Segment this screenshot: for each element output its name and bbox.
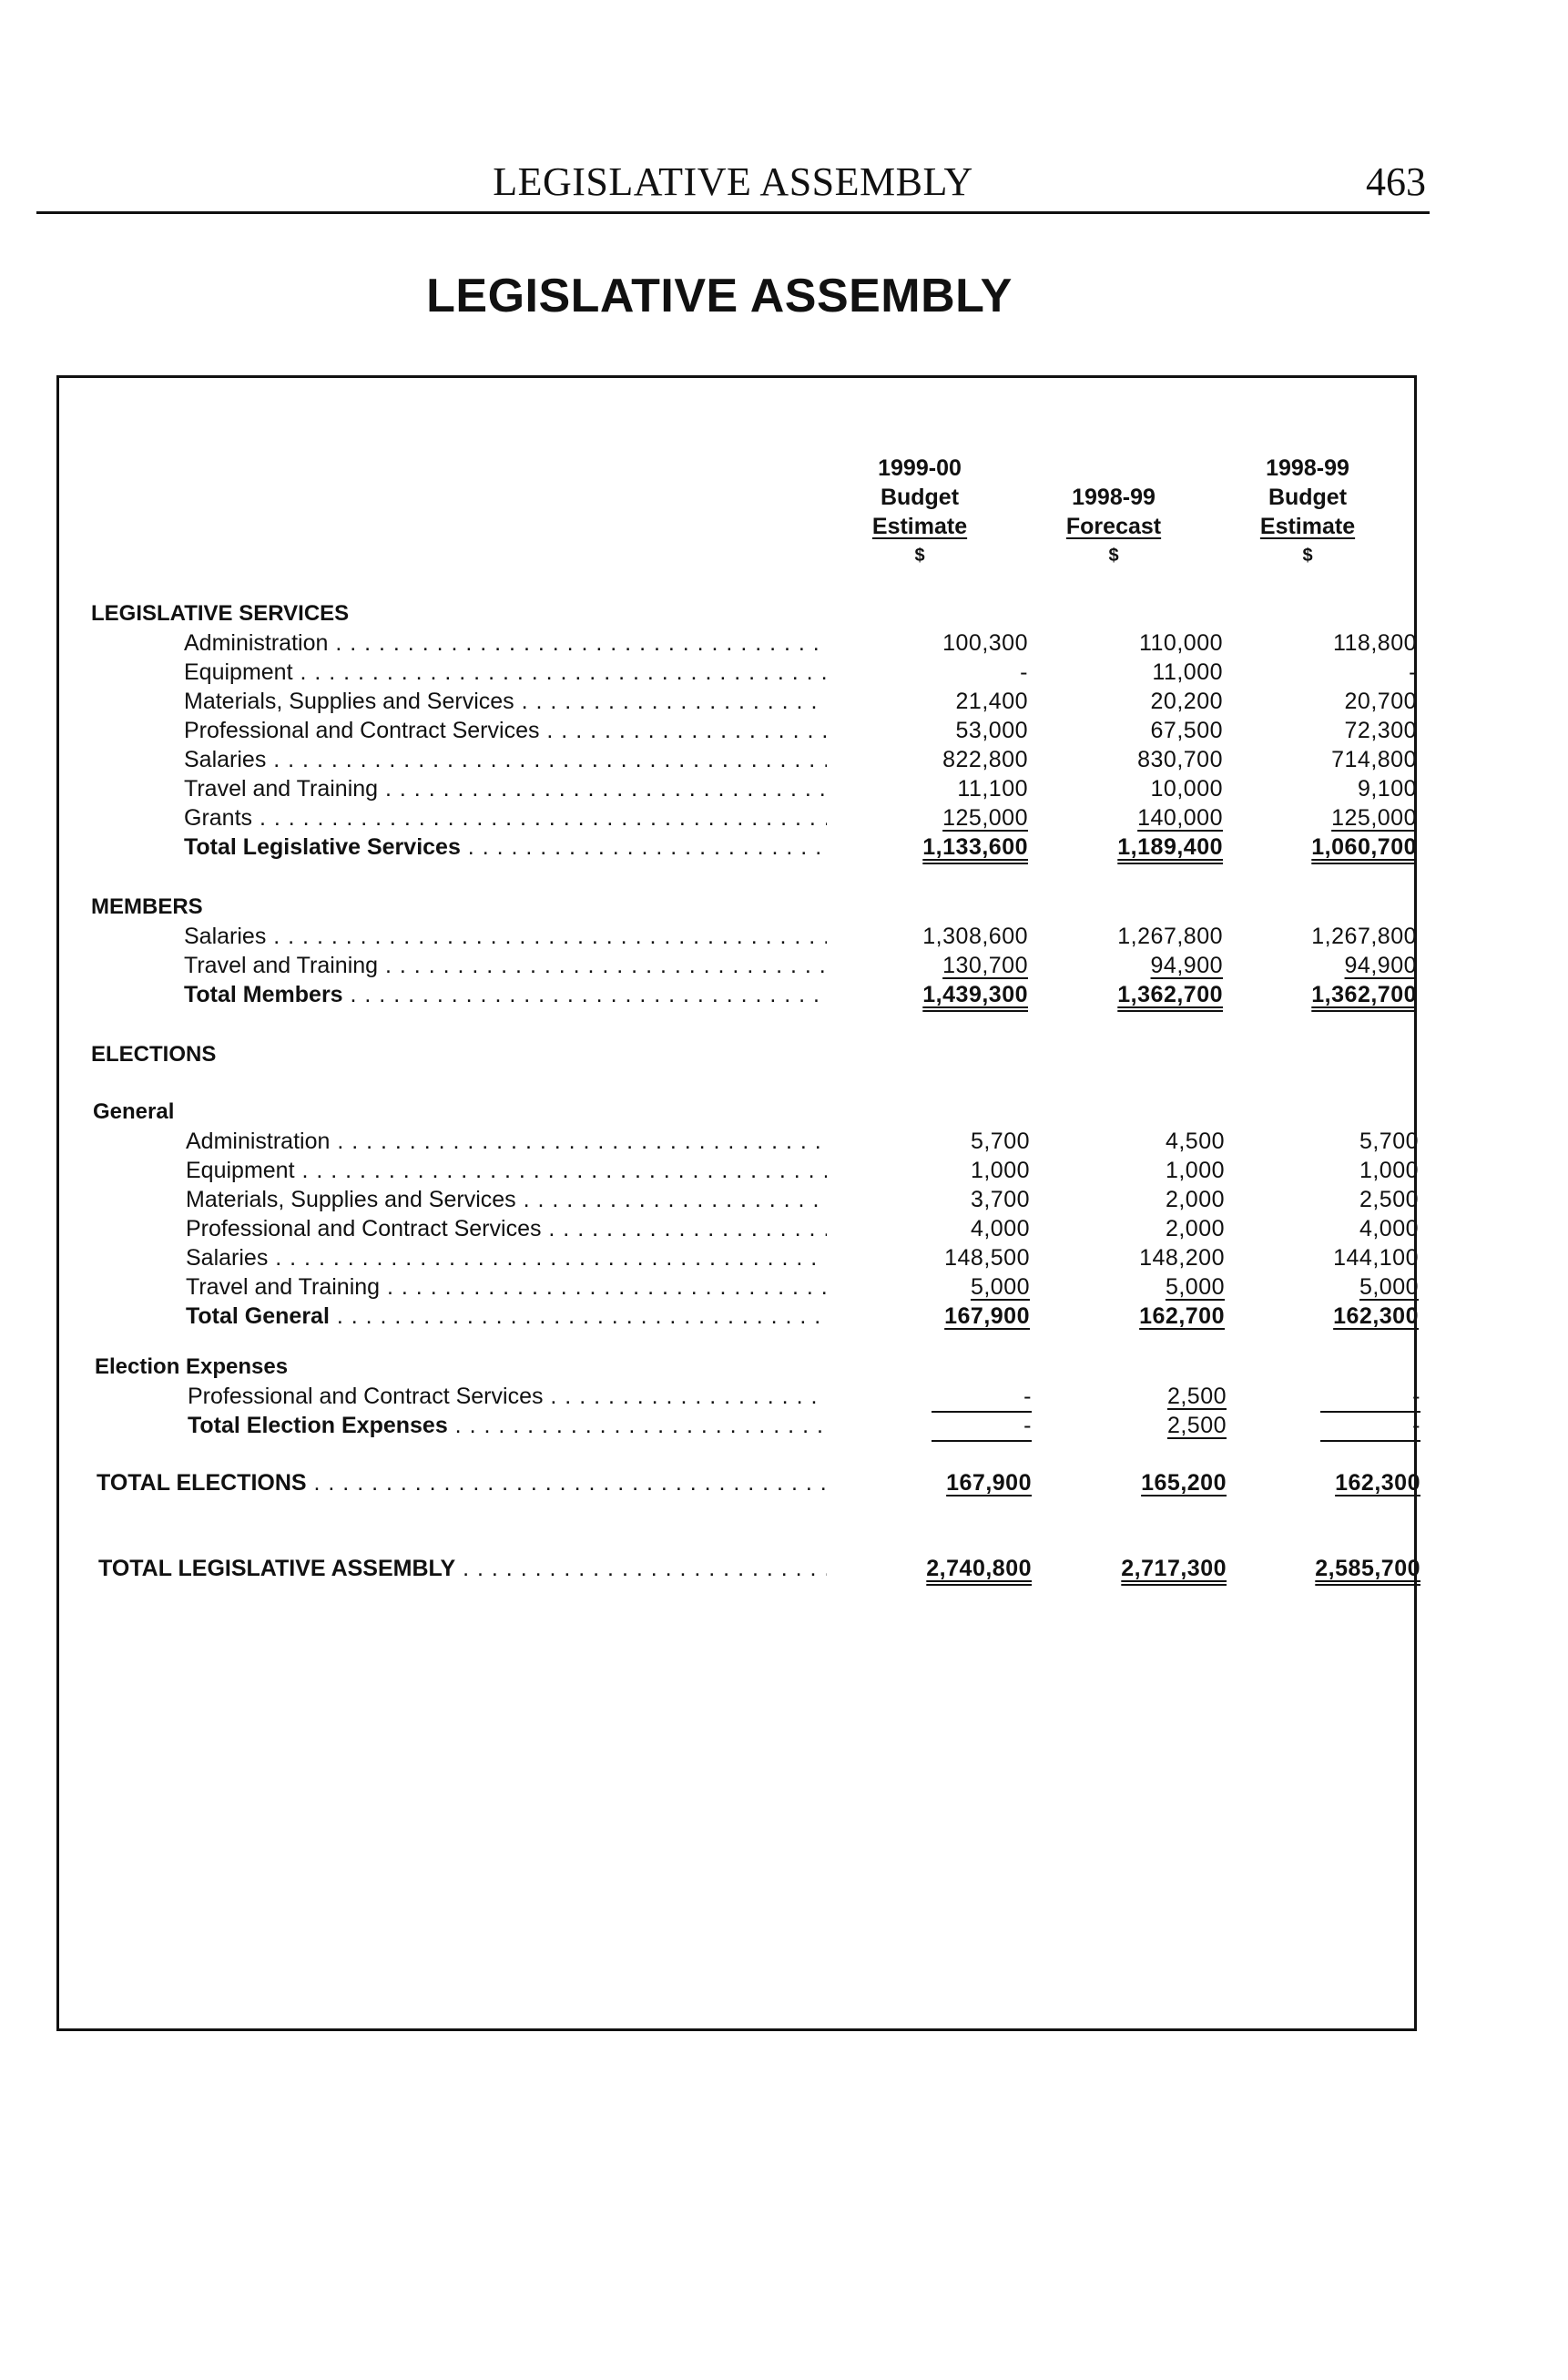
value-1999-00-estimate: 822,800: [942, 747, 1028, 772]
value-1998-99-estimate: 118,800: [1332, 630, 1417, 656]
subsection-label: Election Expenses: [95, 1354, 289, 1379]
table-row: [59, 658, 1416, 687]
value-1998-99-estimate: 1,060,700: [1311, 834, 1417, 860]
value-1998-99-estimate: 2,585,700: [1315, 1556, 1420, 1581]
subsection-label: General: [93, 1099, 175, 1124]
value-1999-00-estimate: 130,700: [942, 953, 1028, 978]
row-label: Grants . . .: [184, 803, 827, 832]
row-label: Total Legislative Services . . .: [184, 832, 827, 862]
value-1998-99-forecast: 20,200: [1150, 689, 1223, 714]
table-row: [59, 628, 1416, 658]
value-1998-99-forecast: 1,000: [1165, 1158, 1225, 1183]
value-1998-99-forecast: 110,000: [1138, 630, 1223, 656]
table-row: [59, 716, 1416, 745]
column-heading-line: Estimate: [1259, 514, 1356, 539]
value-1999-00-estimate: 4,000: [970, 1216, 1030, 1241]
column-heading-line: 1998-99: [1072, 485, 1156, 510]
row-label: Professional and Contract Services . . .: [186, 1214, 827, 1243]
total-row-election-expenses: [59, 1411, 1420, 1440]
value-1998-99-estimate: 1,000: [1359, 1158, 1419, 1183]
row-label: Total Members . . .: [184, 980, 827, 1009]
value-1998-99-estimate: 4,000: [1359, 1216, 1419, 1241]
row-label: Salaries . . .: [184, 745, 827, 774]
table-row: [59, 1127, 1419, 1156]
row-label: Travel and Training . . .: [186, 1272, 827, 1302]
value-1998-99-estimate: -: [1409, 659, 1417, 685]
currency-symbol: $: [1302, 546, 1313, 566]
row-label: TOTAL LEGISLATIVE ASSEMBLY . . .: [98, 1554, 827, 1583]
section-label: MEMBERS: [91, 894, 203, 919]
section-label: LEGISLATIVE SERVICES: [91, 601, 350, 626]
value-1999-00-estimate: -: [932, 1382, 1032, 1413]
budget-table-frame: [56, 375, 1420, 2031]
table-row: [59, 803, 1416, 832]
row-label: Travel and Training . . .: [184, 951, 827, 980]
value-1999-00-estimate: 1,308,600: [922, 924, 1028, 949]
currency-symbol: $: [1108, 546, 1119, 566]
value-1998-99-forecast: 148,200: [1139, 1245, 1225, 1271]
table-row: [59, 1214, 1419, 1243]
value-1998-99-forecast: 2,500: [1166, 1384, 1227, 1409]
column-heading-line: 1998-99: [1266, 455, 1349, 481]
value-1998-99-estimate: 714,800: [1331, 747, 1417, 772]
value-1998-99-forecast: 2,000: [1165, 1216, 1225, 1241]
value-1998-99-forecast: 67,500: [1150, 718, 1223, 743]
row-label: Equipment . . .: [186, 1156, 827, 1185]
value-1998-99-estimate: -: [1320, 1411, 1420, 1442]
row-label: Salaries . . .: [184, 922, 827, 951]
value-1998-99-forecast: 140,000: [1137, 805, 1223, 831]
value-1999-00-estimate: 5,700: [970, 1129, 1030, 1154]
value-1998-99-estimate: 162,300: [1333, 1303, 1419, 1329]
table-row: [59, 1272, 1419, 1302]
section-heading-members: [59, 893, 1416, 922]
value-1998-99-forecast: 2,717,300: [1121, 1556, 1227, 1581]
column-heading-1998-99-forecast: [1032, 454, 1196, 570]
section-heading-elections: [59, 1040, 1416, 1069]
value-1998-99-forecast: 4,500: [1165, 1129, 1225, 1154]
row-label: Professional and Contract Services . . .: [188, 1382, 827, 1411]
value-1998-99-estimate: 144,100: [1333, 1245, 1419, 1271]
column-heading-line: [1032, 454, 1196, 483]
value-1998-99-forecast: 2,500: [1166, 1413, 1227, 1438]
value-1998-99-forecast: 11,000: [1152, 659, 1223, 685]
total-row-general: [59, 1302, 1419, 1331]
value-1998-99-forecast: 2,000: [1165, 1187, 1225, 1212]
value-1998-99-forecast: 165,200: [1141, 1470, 1227, 1496]
row-label: Materials, Supplies and Services . . .: [184, 687, 827, 716]
table-row: [59, 745, 1416, 774]
table-row: [59, 951, 1416, 980]
row-label: Travel and Training . . .: [184, 774, 827, 803]
value-1999-00-estimate: 100,300: [942, 630, 1028, 656]
running-title: LEGISLATIVE ASSEMBLY: [493, 159, 973, 204]
column-heading-line: 1999-00: [878, 455, 962, 481]
value-1998-99-estimate: 1,362,700: [1311, 982, 1417, 1007]
table-row: [59, 774, 1416, 803]
value-1999-00-estimate: 1,439,300: [922, 982, 1028, 1007]
value-1999-00-estimate: 1,000: [970, 1158, 1030, 1183]
grand-total-row: [59, 1554, 1420, 1583]
value-1999-00-estimate: 167,900: [944, 1303, 1030, 1329]
value-1999-00-estimate: 5,000: [970, 1274, 1030, 1300]
value-1999-00-estimate: -: [932, 1411, 1032, 1442]
column-heading-1998-99-estimate: [1226, 454, 1390, 570]
value-1998-99-estimate: 125,000: [1331, 805, 1417, 831]
value-1999-00-estimate: 167,900: [946, 1470, 1032, 1496]
running-header: [36, 155, 1430, 214]
section-heading-legislative-services: [59, 599, 1416, 628]
page-number: 463: [1366, 159, 1426, 204]
column-heading-line: Budget: [1268, 485, 1348, 510]
section-label: ELECTIONS: [91, 1042, 217, 1067]
value-1998-99-estimate: 5,700: [1359, 1129, 1419, 1154]
value-1999-00-estimate: 2,740,800: [926, 1556, 1032, 1581]
column-heading-line: Estimate: [871, 514, 968, 539]
column-heading-line: Budget: [880, 485, 960, 510]
table-row: [59, 1382, 1420, 1411]
value-1999-00-estimate: 11,100: [957, 776, 1028, 802]
row-label: Administration . . .: [186, 1127, 827, 1156]
value-1998-99-estimate: 72,300: [1344, 718, 1417, 743]
value-1999-00-estimate: 148,500: [944, 1245, 1030, 1271]
value-1999-00-estimate: 125,000: [942, 805, 1028, 831]
value-1998-99-estimate: 1,267,800: [1311, 924, 1417, 949]
table-row: [59, 1243, 1419, 1272]
currency-symbol: $: [914, 546, 925, 566]
column-heading-line: Forecast: [1065, 514, 1162, 539]
value-1998-99-forecast: 94,900: [1150, 953, 1223, 978]
value-1998-99-estimate: -: [1320, 1382, 1420, 1413]
row-label: Materials, Supplies and Services . . .: [186, 1185, 827, 1214]
row-label: Equipment . . .: [184, 658, 827, 687]
total-row-members: [59, 980, 1416, 1009]
document-title: LEGISLATIVE ASSEMBLY: [426, 270, 1013, 322]
table-row: [59, 1185, 1419, 1214]
value-1998-99-estimate: 20,700: [1344, 689, 1417, 714]
value-1998-99-forecast: 1,267,800: [1117, 924, 1223, 949]
row-label: Administration . . .: [184, 628, 827, 658]
value-1998-99-estimate: 162,300: [1335, 1470, 1420, 1496]
row-label: TOTAL ELECTIONS . . .: [97, 1468, 827, 1497]
total-row-legislative-services: [59, 832, 1416, 862]
value-1999-00-estimate: -: [1020, 659, 1028, 685]
value-1998-99-forecast: 5,000: [1165, 1274, 1225, 1300]
value-1998-99-forecast: 1,189,400: [1117, 834, 1223, 860]
column-heading-1999-00-estimate: [838, 454, 1002, 570]
table-row: [59, 1156, 1419, 1185]
value-1998-99-estimate: 94,900: [1344, 953, 1417, 978]
value-1998-99-forecast: 1,362,700: [1117, 982, 1223, 1007]
subsection-heading-election-expenses: [59, 1353, 1416, 1382]
value-1999-00-estimate: 3,700: [970, 1187, 1030, 1212]
table-row: [59, 687, 1416, 716]
subsection-heading-general: [59, 1098, 1416, 1127]
value-1999-00-estimate: 53,000: [955, 718, 1028, 743]
row-label: Salaries . . .: [186, 1243, 827, 1272]
row-label: Total General . . .: [186, 1302, 827, 1331]
table-row: [59, 922, 1416, 951]
value-1998-99-estimate: 2,500: [1359, 1187, 1419, 1212]
total-row-elections: [59, 1468, 1420, 1497]
value-1998-99-estimate: 5,000: [1359, 1274, 1419, 1300]
value-1998-99-forecast: 830,700: [1137, 747, 1223, 772]
value-1998-99-estimate: 9,100: [1357, 776, 1417, 802]
row-label: Professional and Contract Services . . .: [184, 716, 827, 745]
value-1999-00-estimate: 1,133,600: [922, 834, 1028, 860]
value-1998-99-forecast: 162,700: [1139, 1303, 1225, 1329]
row-label: Total Election Expenses . . .: [188, 1411, 827, 1440]
value-1998-99-forecast: 10,000: [1150, 776, 1223, 802]
value-1999-00-estimate: 21,400: [955, 689, 1028, 714]
